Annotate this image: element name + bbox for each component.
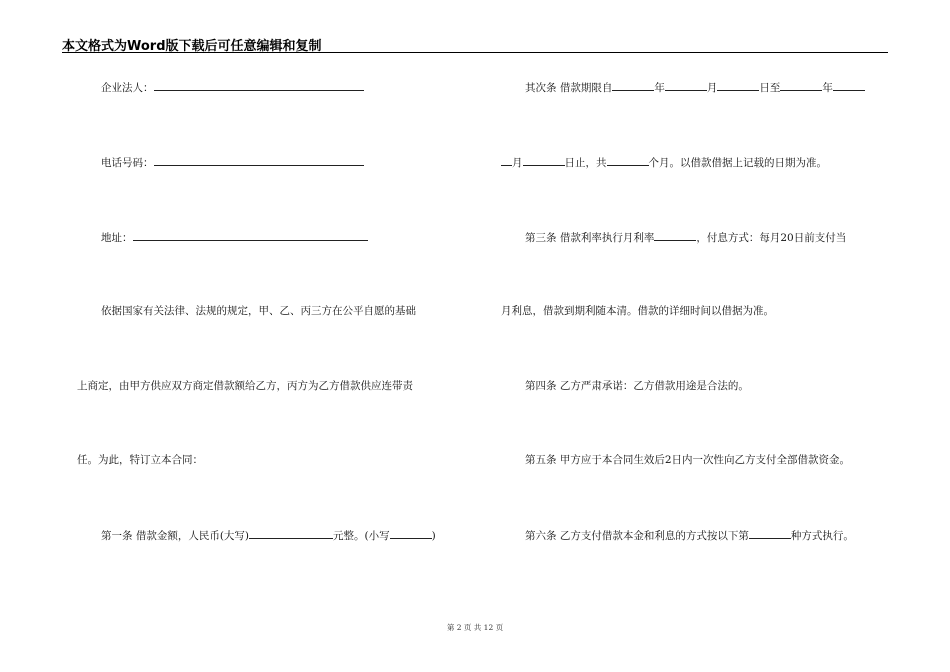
article-3-line-1 (525, 230, 846, 245)
article-1-text-b: 元整。(小写 (333, 530, 390, 542)
article-6-text-a: 第六条 乙方支付借款本金和利息的方式按以下第 (525, 530, 749, 542)
end-month-blank-cont (501, 155, 512, 166)
interest-rate-blank (654, 230, 696, 241)
year-label-2: 年 (822, 82, 833, 94)
intro-paragraph-line-2: 上商定，由甲方供应双方商定借款额给乙方，丙方为乙方借款供应连带责 (77, 380, 413, 392)
article-2-text-b: 日止，共 (564, 157, 607, 169)
month-label: 月 (706, 82, 718, 94)
article-3-text-b: ，付息方式：每月20日前支付当 (696, 232, 847, 244)
amount-figures-blank (390, 528, 432, 539)
legal-rep-label: 企业法人： (101, 82, 154, 94)
article-1-text-a: 第一条 借款金额，人民币(大写) (101, 530, 250, 542)
article-2-text-c: 个月。以借款借据上记载的日期为准。 (648, 157, 827, 169)
intro-paragraph-line-1: 依据国家有关法律、法规的规定，甲、乙、丙三方在公平自愿的基础 (101, 305, 416, 317)
end-month-blank (833, 80, 865, 91)
address-line (101, 230, 368, 245)
address-label: 地址： (101, 232, 133, 244)
article-2-line-2 (501, 155, 827, 170)
start-day-blank (717, 80, 759, 91)
phone-line (101, 155, 364, 170)
article-2-text-a: 其次条 借款期限自 (525, 82, 613, 94)
article-3-text-a: 第三条 借款利率执行月利率 (525, 232, 655, 244)
article-6-line (525, 528, 854, 543)
legal-rep-blank (154, 80, 364, 91)
phone-label: 电话号码： (101, 157, 154, 169)
article-4-line: 第四条 乙方严肃承诺：乙方借款用途是合法的。 (525, 380, 749, 392)
amount-words-blank (249, 528, 333, 539)
article-5-line: 第五条 甲方应于本合同生效后2日内一次性向乙方支付全部借款资金。 (525, 454, 851, 466)
end-year-blank (780, 80, 822, 91)
header-title: 本文格式为Word版下载后可任意编辑和复制 (62, 39, 322, 54)
article-3-line-2: 月利息，借款到期利随本清。借款的详细时间以借据为准。 (501, 305, 774, 317)
legal-rep-line (101, 80, 364, 95)
method-number-blank (749, 528, 791, 539)
month-label-2: 月 (512, 157, 523, 169)
start-month-blank (665, 80, 707, 91)
phone-blank (154, 155, 364, 166)
end-day-blank (523, 155, 565, 166)
article-2-line-1 (525, 80, 865, 95)
page-number: 第 2 页 共 12 页 (446, 623, 504, 632)
day-label: 日至 (759, 82, 781, 94)
months-count-blank (607, 155, 649, 166)
article-6-text-b: 种方式执行。 (790, 530, 854, 542)
article-1-text-c: ) (431, 530, 436, 542)
address-blank (133, 230, 368, 241)
intro-paragraph-line-3: 任。为此，特订立本合同： (77, 454, 203, 466)
start-year-blank (612, 80, 654, 91)
header-divider (62, 52, 888, 53)
year-label: 年 (654, 82, 665, 94)
article-1-line (101, 528, 436, 543)
